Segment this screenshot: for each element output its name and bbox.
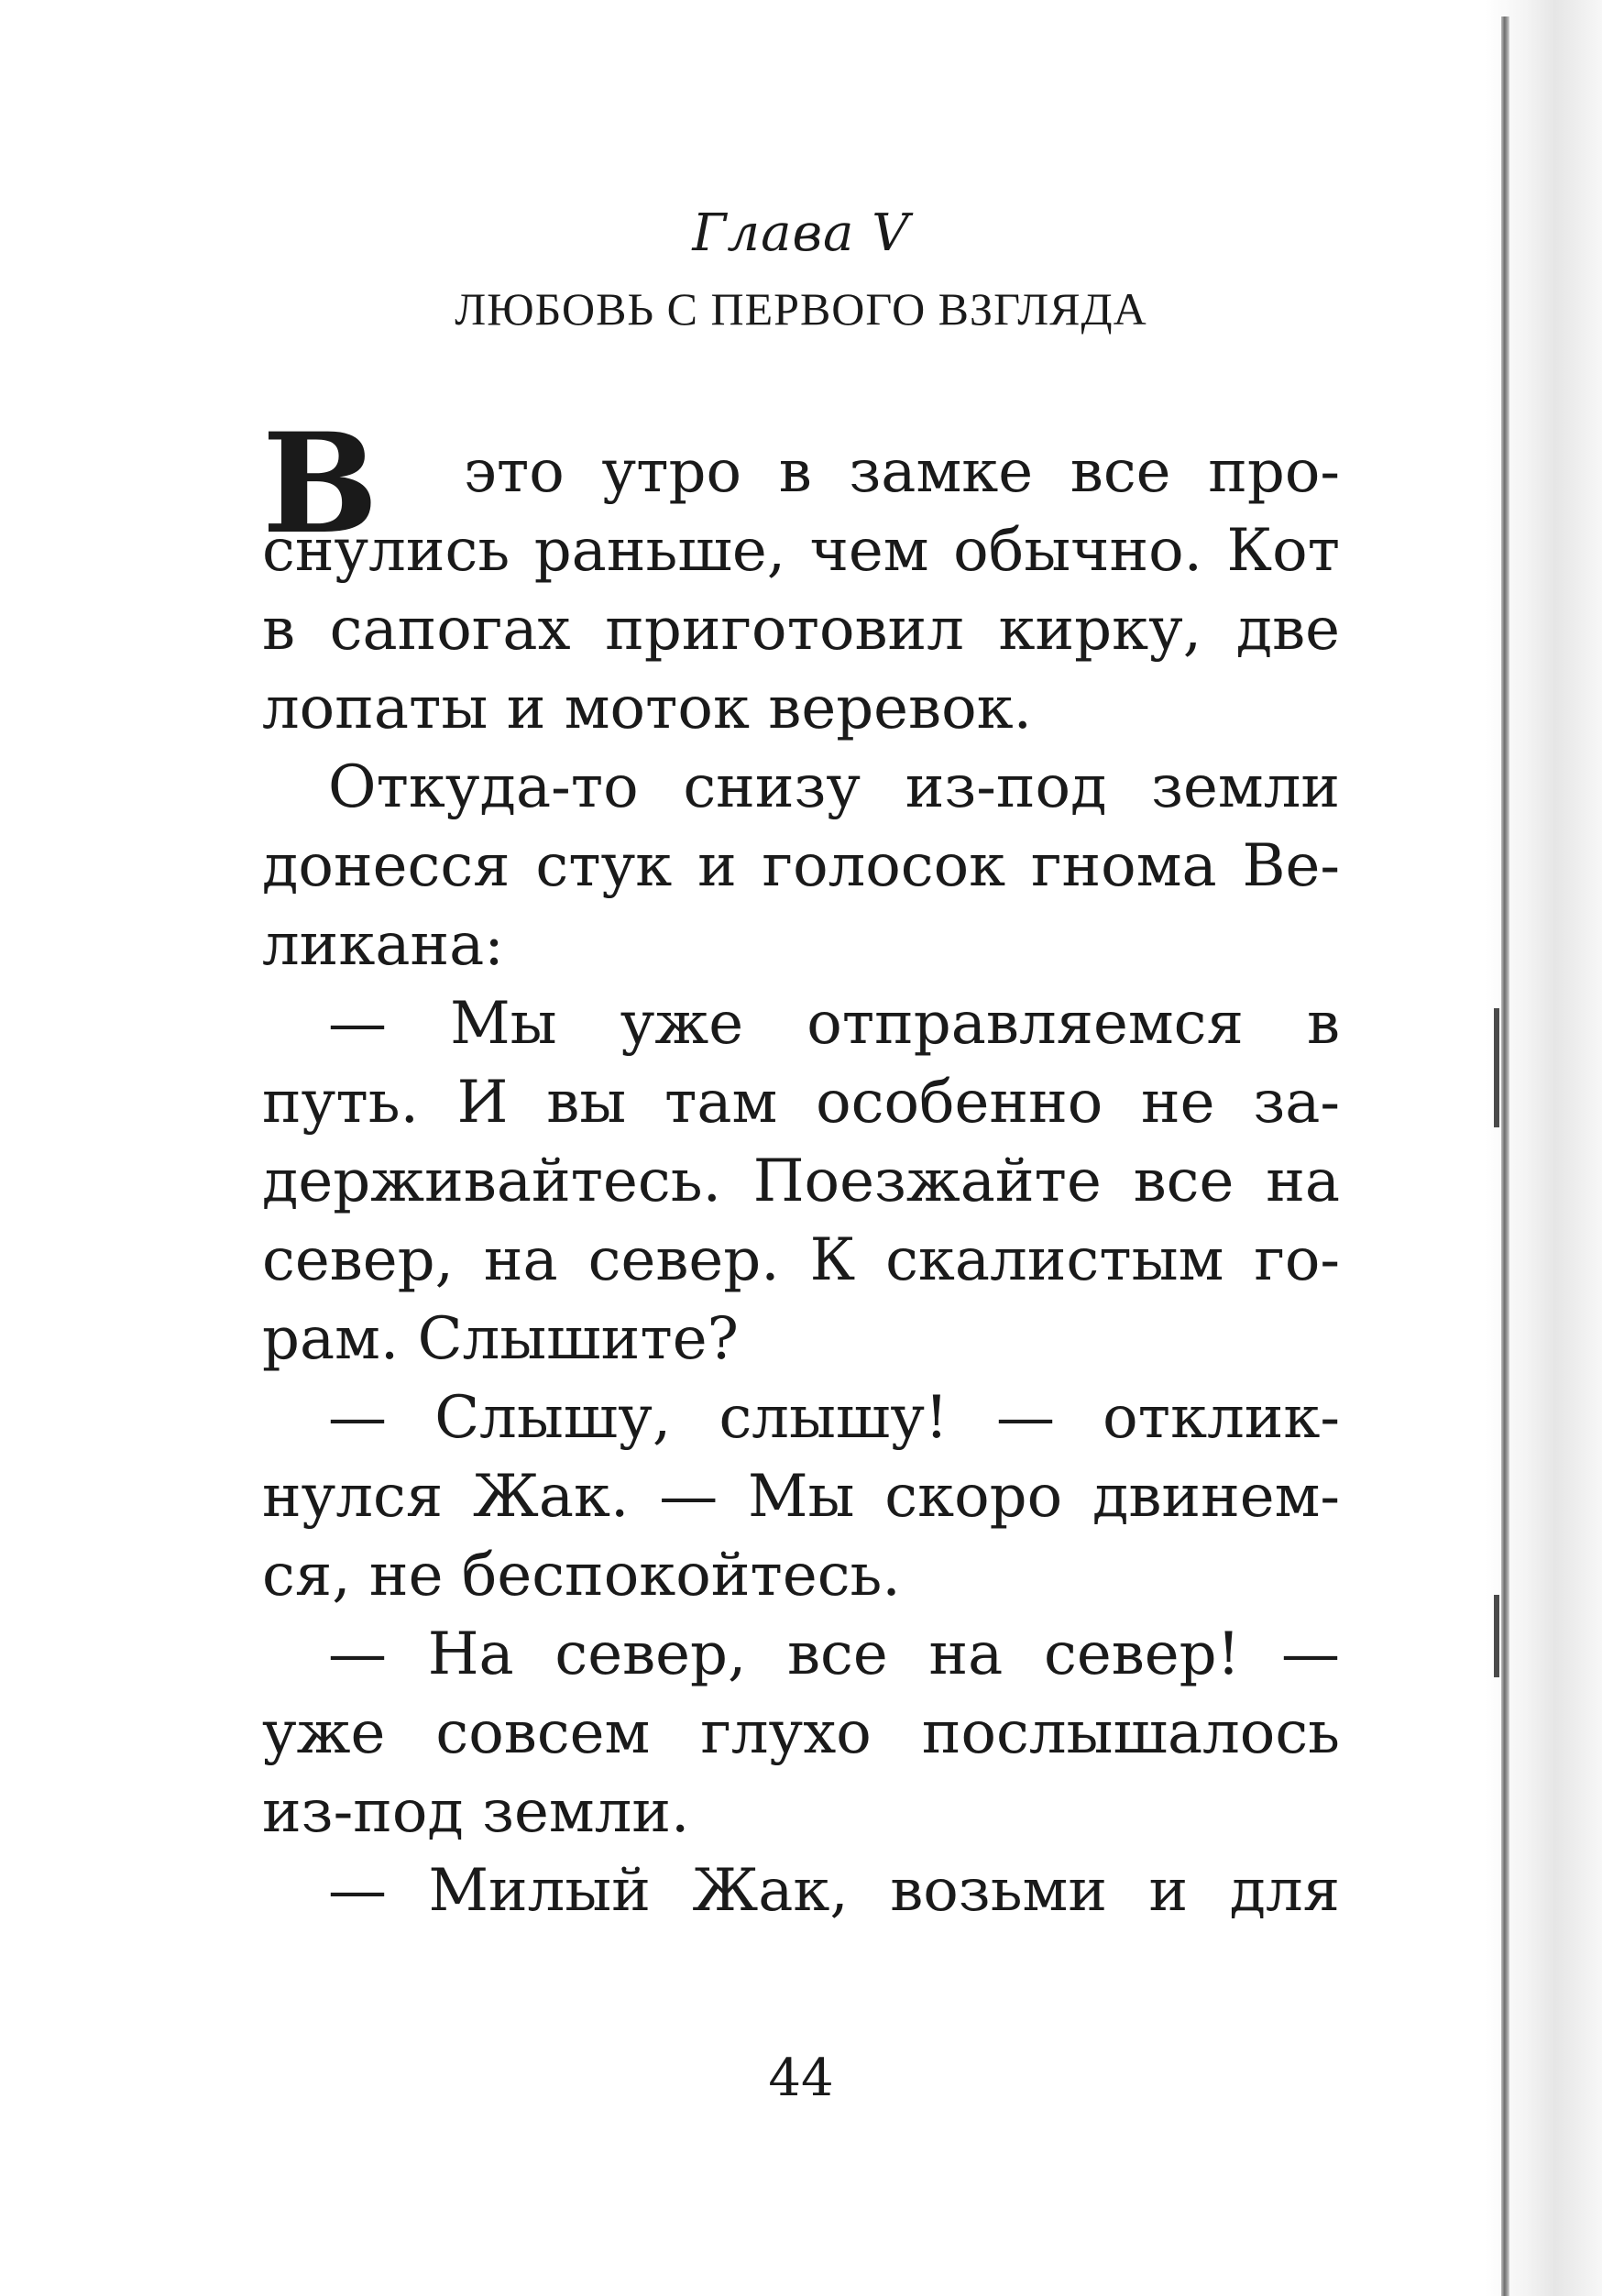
chapter-title: ЛЮБОВЬ С ПЕРВОГО ВЗГЛЯДА [455, 283, 1147, 335]
spine-mark [1494, 1008, 1499, 1127]
text-line: уже совсем глухо послышалось [262, 1699, 1340, 1767]
text-line: ся, не беспокойтесь. [262, 1542, 901, 1609]
text-line: из-под земли. [262, 1778, 690, 1846]
chapter-number: Глава V [692, 203, 910, 263]
text-line: держивайтесь. Поезжайте все на [262, 1148, 1340, 1215]
text-line: Откуда-то снизу из-под земли [328, 753, 1340, 821]
text-line: ликана: [262, 911, 504, 979]
spine-mark [1494, 1595, 1499, 1677]
text-line: лопаты и моток веревок. [262, 675, 1032, 742]
text-line: нулся Жак. — Мы скоро двинем- [262, 1463, 1340, 1531]
drop-cap: В [262, 403, 379, 565]
text-line: в сапогах приготовил кирку, две [262, 596, 1340, 664]
text-line: рам. Слышите? [262, 1305, 739, 1373]
book-spine-line [1501, 16, 1509, 2296]
body-text [262, 403, 1340, 1930]
text-line: север, на север. К скалистым го- [262, 1226, 1340, 1294]
text-line: — На север, все на север! — [328, 1620, 1340, 1688]
text-line: — Слышу, слышу! — отклик- [328, 1384, 1340, 1452]
page-number: 44 [768, 2049, 834, 2108]
text-line: это утро в замке все про- [464, 438, 1340, 506]
text-line: — Милый Жак, возьми и для [328, 1857, 1340, 1925]
text-line: снулись раньше, чем обычно. Кот [262, 517, 1340, 585]
text-line: путь. И вы там особенно не за- [262, 1069, 1340, 1137]
text-line: донесся стук и голосок гнома Ве- [262, 832, 1340, 900]
text-line: — Мы уже отправляемся в [328, 990, 1340, 1058]
